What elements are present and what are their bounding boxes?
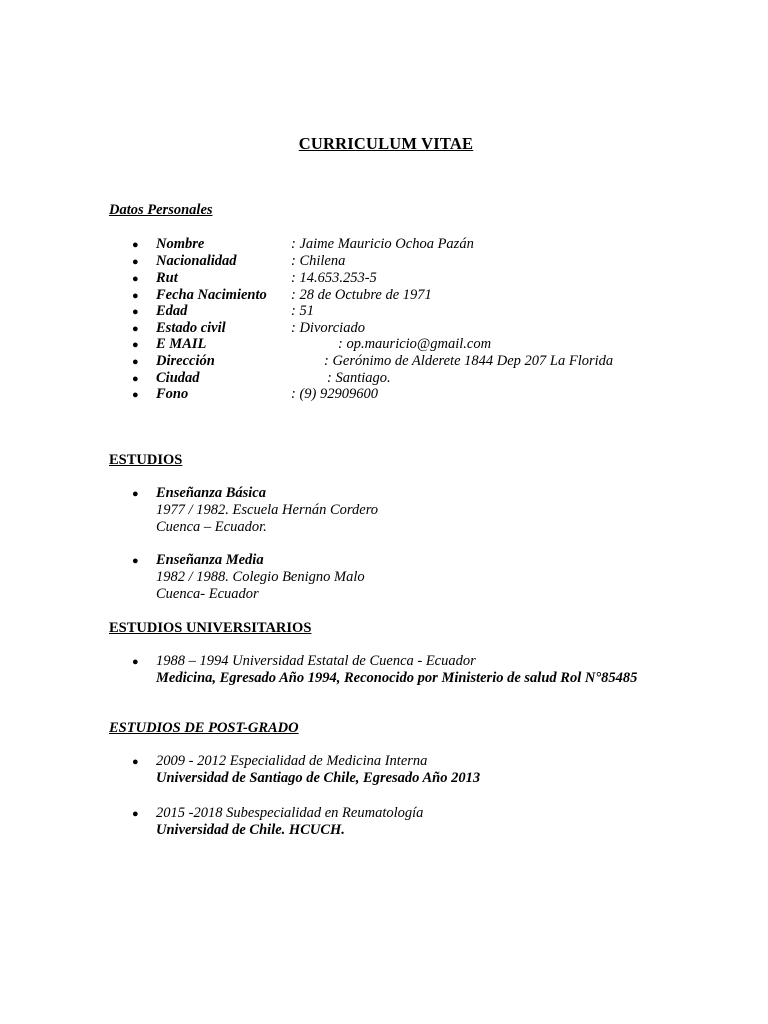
field-label: Dirección: [156, 353, 215, 369]
city-value: : Santiago.: [327, 370, 391, 386]
field-value: : 14.653.253-5: [291, 270, 377, 286]
bullet-icon: ●: [132, 808, 139, 820]
bullet-icon: ●: [132, 339, 139, 351]
field-label: Nacionalidad: [156, 253, 237, 269]
field-label: Nombre: [156, 236, 205, 252]
field-value: : Jaime Mauricio Ochoa Pazán: [291, 236, 474, 252]
address-value: : Gerónimo de Alderete 1844 Dep 207 La Florida: [324, 353, 614, 369]
field-label: Estado civil: [156, 320, 226, 336]
study-detail: Universidad de Santiago de Chile, Egresado Año 2013: [156, 770, 481, 786]
field-value: : 28 de Octubre de 1971: [291, 287, 432, 303]
field-value: : Divorciado: [291, 320, 365, 336]
bullet-icon: ●: [132, 488, 139, 500]
study-line: 2015 -2018 Subespecialidad en Reumatología: [156, 805, 424, 821]
study-line: 1982 / 1988. Colegio Benigno Malo: [156, 569, 365, 585]
study-detail: Universidad de Chile. HCUCH.: [156, 822, 345, 838]
study-entry: [156, 485, 378, 536]
bullet-icon: ●: [132, 290, 139, 302]
bullet-icon: ●: [132, 306, 139, 318]
bullet-icon: ●: [132, 555, 139, 567]
field-label: Rut: [156, 270, 178, 286]
study-line: Cuenca – Ecuador.: [156, 519, 267, 535]
study-line: Cuenca- Ecuador: [156, 586, 259, 602]
section-heading-postgrado: ESTUDIOS DE POST-GRADO: [109, 720, 299, 736]
bullet-icon: ●: [132, 323, 139, 335]
email-value: : op.mauricio@gmail.com: [338, 336, 492, 352]
field-label: Fecha Nacimiento: [156, 287, 267, 303]
study-entry: [156, 753, 480, 787]
study-line: 1988 – 1994 Universidad Estatal de Cuenca - Ecuador: [156, 653, 476, 669]
bullet-icon: ●: [132, 656, 139, 668]
field-value: : (9) 92909600: [291, 386, 378, 402]
study-title: Enseñanza Media: [156, 552, 264, 568]
bullet-icon: ●: [132, 356, 139, 368]
field-label: E MAIL: [156, 336, 207, 352]
bullet-icon: ●: [132, 389, 139, 401]
section-heading-personal: Datos Personales: [109, 202, 213, 218]
field-value: : 51: [291, 303, 314, 319]
study-line: 1977 / 1982. Escuela Hernán Cordero: [156, 502, 379, 518]
study-detail: Medicina, Egresado Año 1994, Reconocido por Ministerio de salud Rol N°85485: [156, 670, 638, 686]
bullet-icon: ●: [132, 256, 139, 268]
field-label: Fono: [156, 386, 189, 402]
section-heading-universitarios: ESTUDIOS UNIVERSITARIOS: [109, 620, 312, 636]
bullet-icon: ●: [132, 239, 139, 251]
bullet-icon: ●: [132, 756, 139, 768]
field-value: : Chilena: [291, 253, 346, 269]
bullet-icon: ●: [132, 373, 139, 385]
study-line: 2009 - 2012 Especialidad de Medicina Interna: [156, 753, 428, 769]
study-entry: [156, 805, 423, 839]
bullet-icon: ●: [132, 273, 139, 285]
field-label: Edad: [156, 303, 188, 319]
document-title: CURRICULUM VITAE: [298, 134, 474, 153]
study-entry: [156, 552, 365, 603]
section-heading-estudios: ESTUDIOS: [109, 452, 183, 468]
study-title: Enseñanza Básica: [156, 485, 266, 501]
field-label: Ciudad: [156, 370, 200, 386]
